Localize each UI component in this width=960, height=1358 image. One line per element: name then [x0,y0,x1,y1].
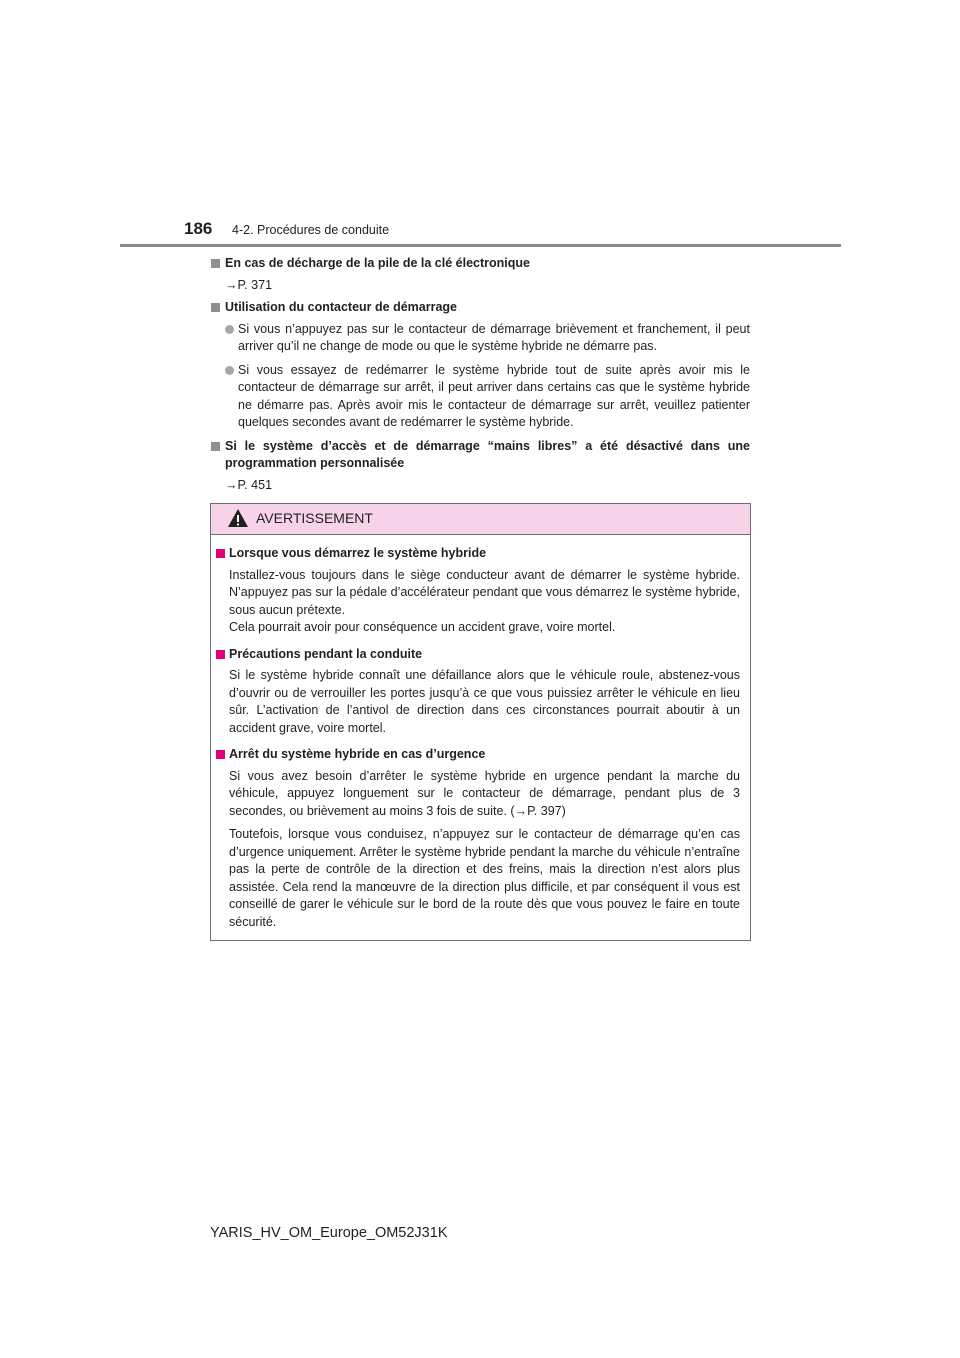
warning-heading-text: Précautions pendant la conduite [229,646,423,661]
square-bullet-icon [216,549,225,558]
warning-triangle-icon [227,508,249,528]
item-heading-start-switch [210,299,750,317]
warning-body [211,535,750,931]
warning-section-heading [216,646,740,664]
item-heading-text: En cas de décharge de la pile de la clé électronique [225,256,530,270]
warning-paragraph: Si vous avez besoin d’arrêter le système hybride en urgence pendant la marche du véhicule, appuyez longuement sur le contacteur de démarrage, pendant plus de 3 secondes, ou brièvement au moins 3 fois de suite. (→P. 397) [229,768,740,818]
warning-heading-text: Arrêt du système hybride en cas d’urgence [229,747,486,761]
main-content [210,255,750,499]
warning-heading-text: Lorsque vous démarrez le système hybride [229,546,487,560]
document-code: YARIS_HV_OM_Europe_OM52J31K [210,1225,448,1241]
list-item-text: Si vous n’appuyez pas sur le contacteur de démarrage brièvement et franchement, il peut arriver qu’il ne change de mode ou que le système hybride ne démarre pas. [238,321,750,353]
warning-paragraph: Si le système hybride connaît une défaillance alors que le véhicule roule, abstenez-vous d’ouvrir ou de verrouiller les portes jusqu’à ce que vous puissiez arrêter le véhicule en lieu sûr. L’activation de l’antivol de direction dans ces circonstances pourrait aboutir à un accident grave, voire mortel. [229,668,740,735]
section-title: 4-2. Procédures de conduite [232,223,390,237]
item-heading-text: Utilisation du contacteur de démarrage [225,300,457,314]
page-number: 186 [184,219,213,238]
square-bullet-icon [216,650,225,659]
square-bullet-icon [216,750,225,759]
item-heading-key-battery [210,255,750,273]
page-reference-link[interactable]: →P. 371 [225,277,273,292]
page-reference-link[interactable]: →P. 451 [225,477,273,492]
square-bullet-icon [211,303,220,312]
warning-paragraph: Toutefois, lorsque vous conduisez, n’appuyez sur le contacteur de démarrage qu’en cas d’urgence uniquement. Arrêter le système hybride pendant la marche du véhicule n’entraîne pas la perte de contrôle de la direction et des freins, mais la direction n’est alors plus assistée. Cela rend la manœuvre de la direction plus difficile, et par conséquent il vous est conseillé de garer le véhicule sur le bord de la route dès que vous pouvez le faire en toute sécurité. [229,827,740,929]
item-heading-text: Si le système d’accès et de démarrage “mains libres” a été désactivé dans une programmation personnalisée [225,438,750,470]
item-heading-smart-entry [210,438,750,473]
square-bullet-icon [211,442,220,451]
list-item [210,362,750,432]
list-item-text: Si vous essayez de redémarrer le système hybride tout de suite après avoir mis le contacteur de démarrage sur arrêt, il peut arriver dans certains cas que le système hybride ne démarre pas. Après avoir mis le contacteur de démarrage sur arrêt, veuillez patienter quelques secondes avant de redémarrer le système hybride. [238,362,750,429]
warning-header [211,504,750,535]
warning-paragraph [216,567,740,637]
header-rule [120,244,841,247]
warning-title: AVERTISSEMENT [256,510,373,526]
square-bullet-icon [211,259,220,268]
list-item [210,321,750,356]
warning-section-heading [216,545,740,563]
round-bullet-icon [225,366,234,375]
warning-text: Installez-vous toujours dans le siège conducteur avant de démarrer le système hybride. N’appuyez pas sur la pédale d’accélérateur pendant que vous démarrez le système hybride, sous aucun prétexte. [229,567,740,617]
warning-text: Cela pourrait avoir pour conséquence un accident grave, voire mortel. [229,620,616,634]
warning-box [210,503,751,941]
warning-section-heading [216,746,740,764]
round-bullet-icon [225,325,234,334]
